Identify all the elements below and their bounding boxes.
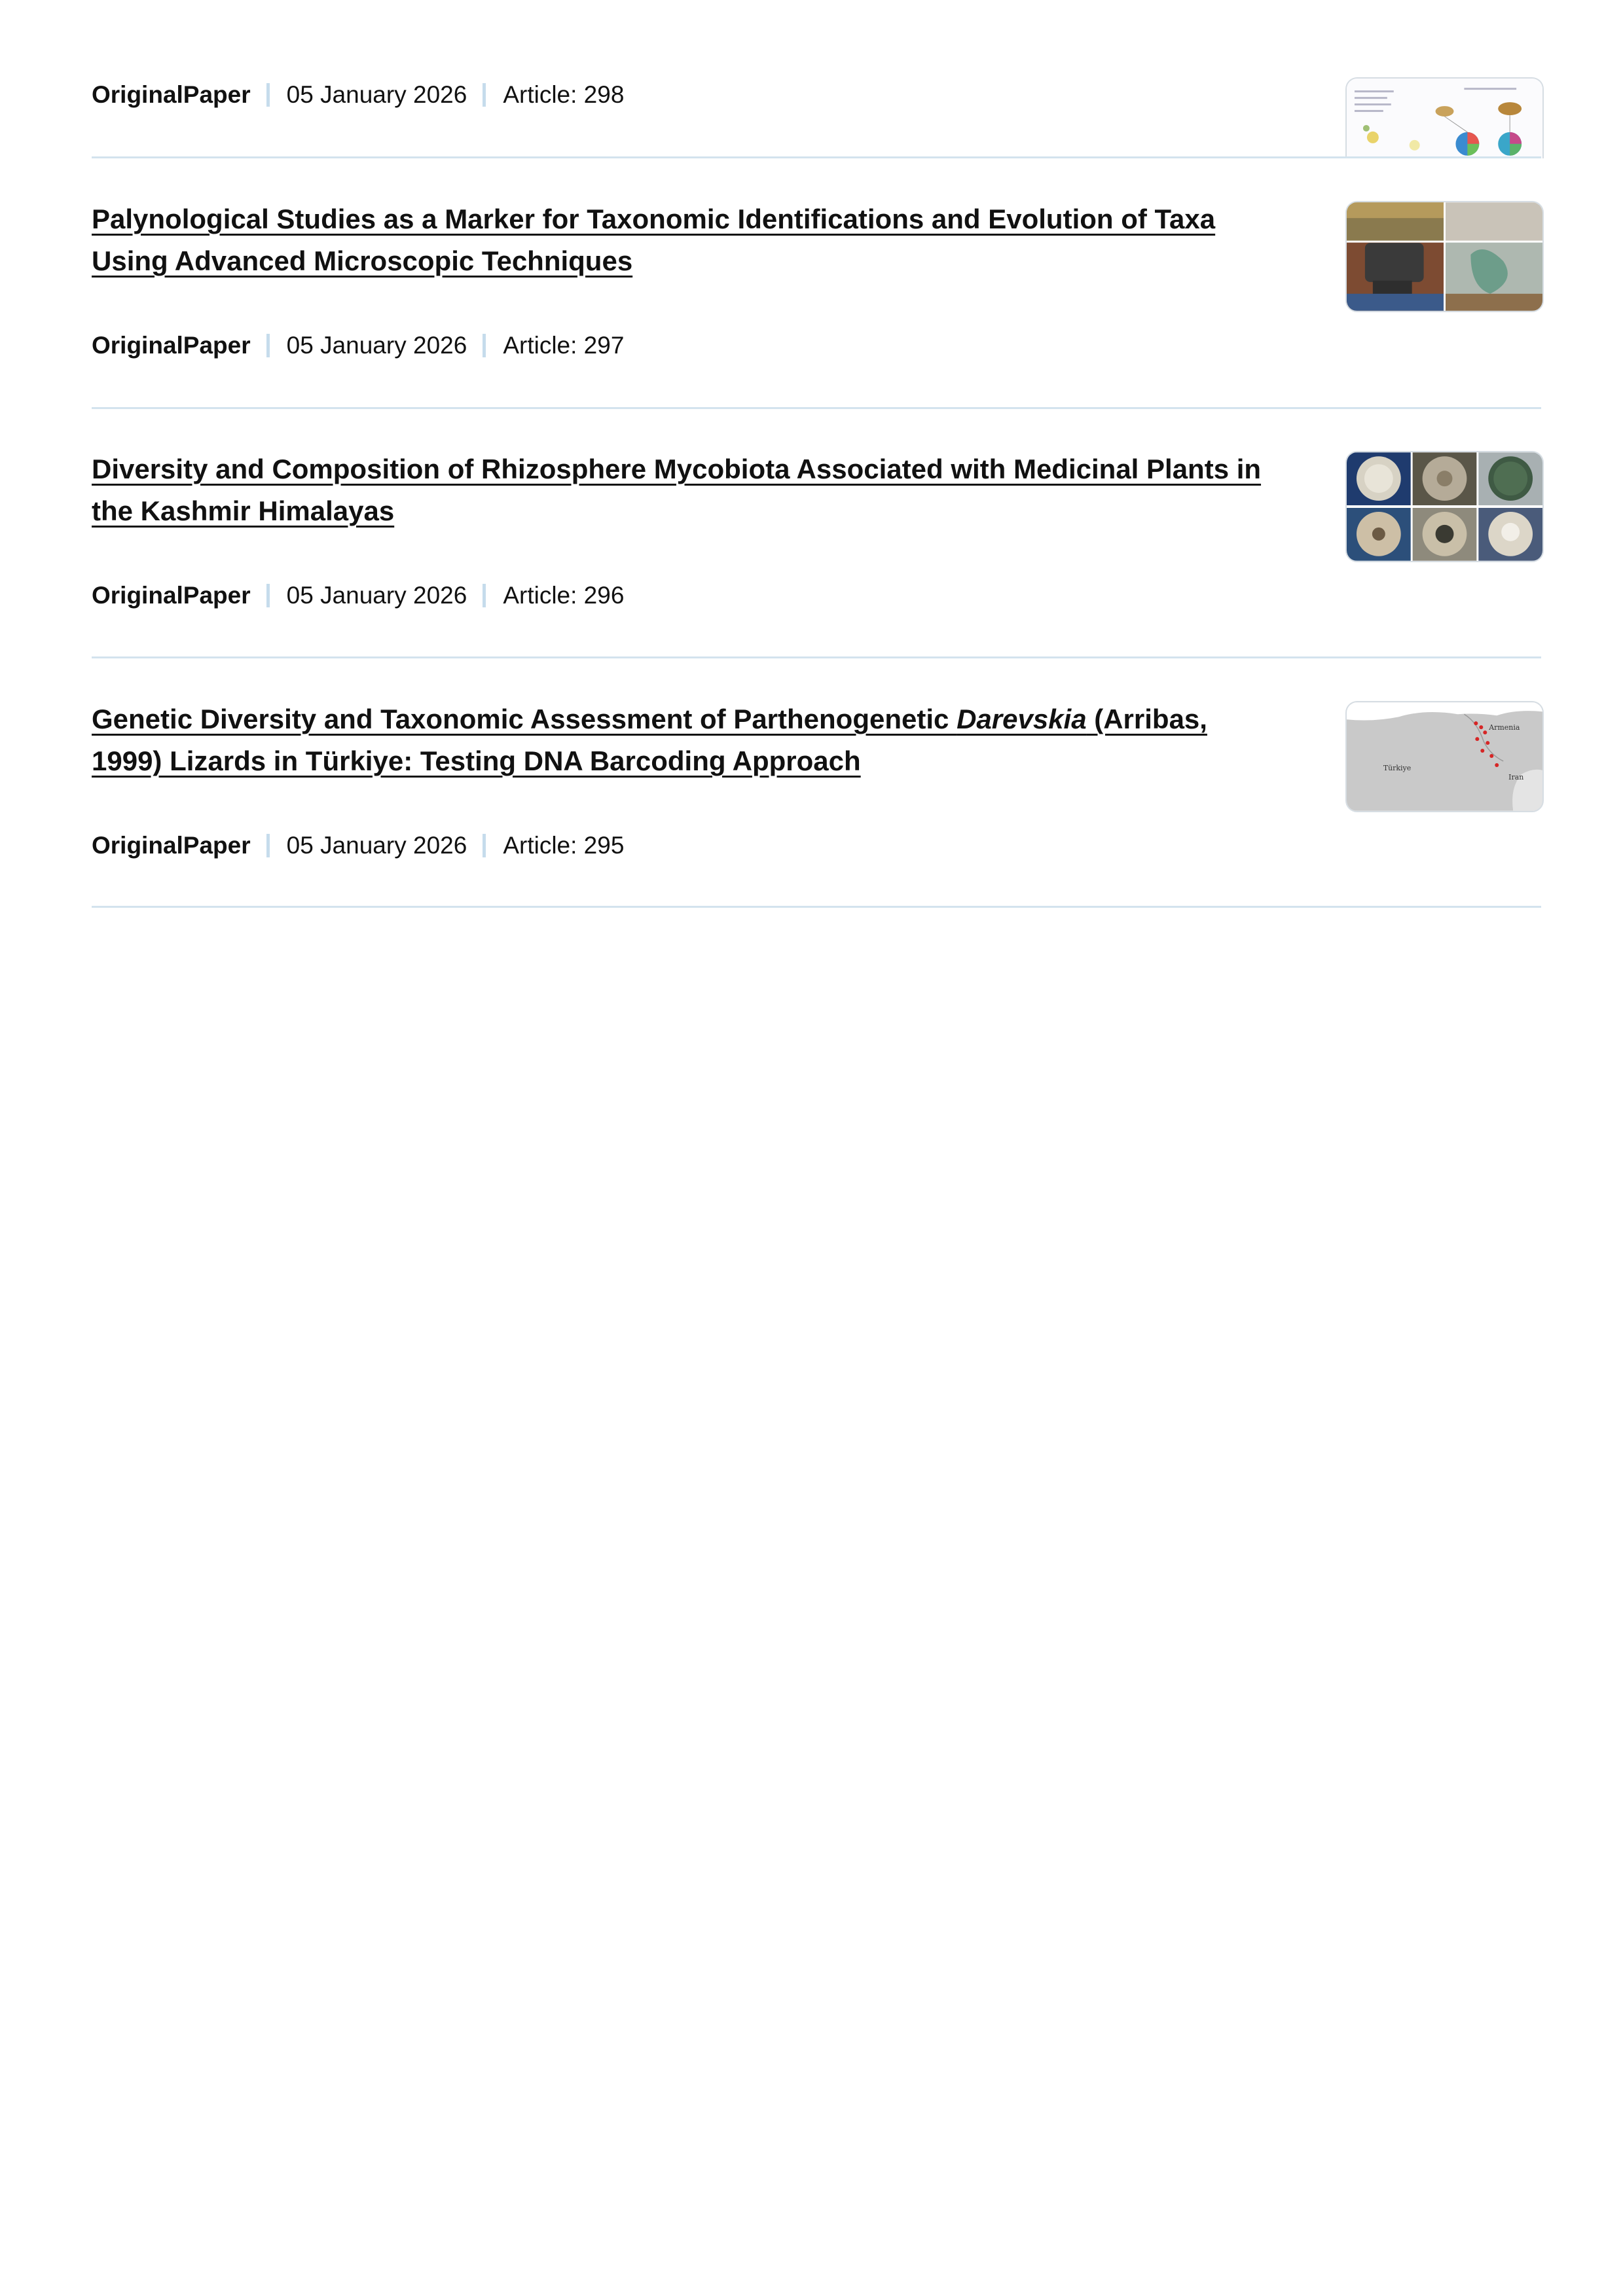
meta-separator (483, 834, 486, 857)
map-label-iran: Iran (1508, 772, 1524, 781)
article-meta (92, 579, 624, 612)
article-number: Article: 296 (503, 582, 625, 609)
meta-separator (266, 834, 270, 857)
item-divider (92, 407, 1541, 409)
article-meta (92, 829, 624, 862)
article-thumbnail[interactable] (1345, 451, 1544, 562)
publication-date: 05 January 2026 (286, 81, 467, 108)
publication-date: 05 January 2026 (286, 832, 467, 859)
meta-separator (266, 83, 270, 107)
publication-date: 05 January 2026 (286, 582, 467, 609)
article-number: Article: 295 (503, 832, 625, 859)
article-thumbnail[interactable] (1345, 701, 1544, 812)
map-label-armenia: Armenia (1489, 723, 1520, 732)
title-genus-italic: Darevskia (957, 704, 1087, 734)
meta-separator (483, 334, 486, 357)
content-type: OriginalPaper (92, 832, 251, 859)
content-type: OriginalPaper (92, 582, 251, 609)
fungal-cultures-thumbnail (1347, 452, 1542, 561)
article-title-link[interactable]: Diversity and Composition of Rhizosphere Mycobiota Associated with Medicinal Plants in the Kashmir Himalayas (92, 454, 1262, 526)
article-meta (92, 79, 624, 111)
meta-separator (266, 584, 270, 607)
article-title (92, 698, 1283, 782)
meta-separator (483, 83, 486, 107)
article-title-link[interactable]: Palynological Studies as a Marker for Taxonomic Identifications and Evolution of Taxa Using Advanced Microscopic Techniques (92, 204, 1216, 276)
item-divider (92, 906, 1541, 908)
bee-pollen-diagram-thumbnail (1347, 79, 1542, 158)
lab-equipment-photo-thumbnail (1347, 202, 1542, 311)
article-thumbnail[interactable] (1345, 77, 1544, 158)
article-number: Article: 297 (503, 332, 625, 359)
publication-date: 05 January 2026 (286, 332, 467, 359)
meta-separator (266, 334, 270, 357)
item-divider (92, 656, 1541, 658)
map-thumbnail (1347, 702, 1542, 811)
title-text: Genetic Diversity and Taxonomic Assessment of Parthenogenetic (92, 704, 957, 734)
content-type: OriginalPaper (92, 81, 251, 108)
article-title-link[interactable] (92, 704, 1207, 776)
title-text: (Arribas, 1999) Lizards in Türkiye: Testing DNA Barcoding Approach (92, 704, 1207, 776)
article-thumbnail[interactable] (1345, 201, 1544, 312)
article-number: Article: 298 (503, 81, 625, 108)
meta-separator (483, 584, 486, 607)
article-title (92, 448, 1283, 532)
item-divider (92, 156, 1541, 158)
content-type: OriginalPaper (92, 332, 251, 359)
article-title (92, 198, 1283, 282)
article-meta (92, 329, 624, 362)
map-label-turkiye: Türkiye (1383, 763, 1412, 772)
